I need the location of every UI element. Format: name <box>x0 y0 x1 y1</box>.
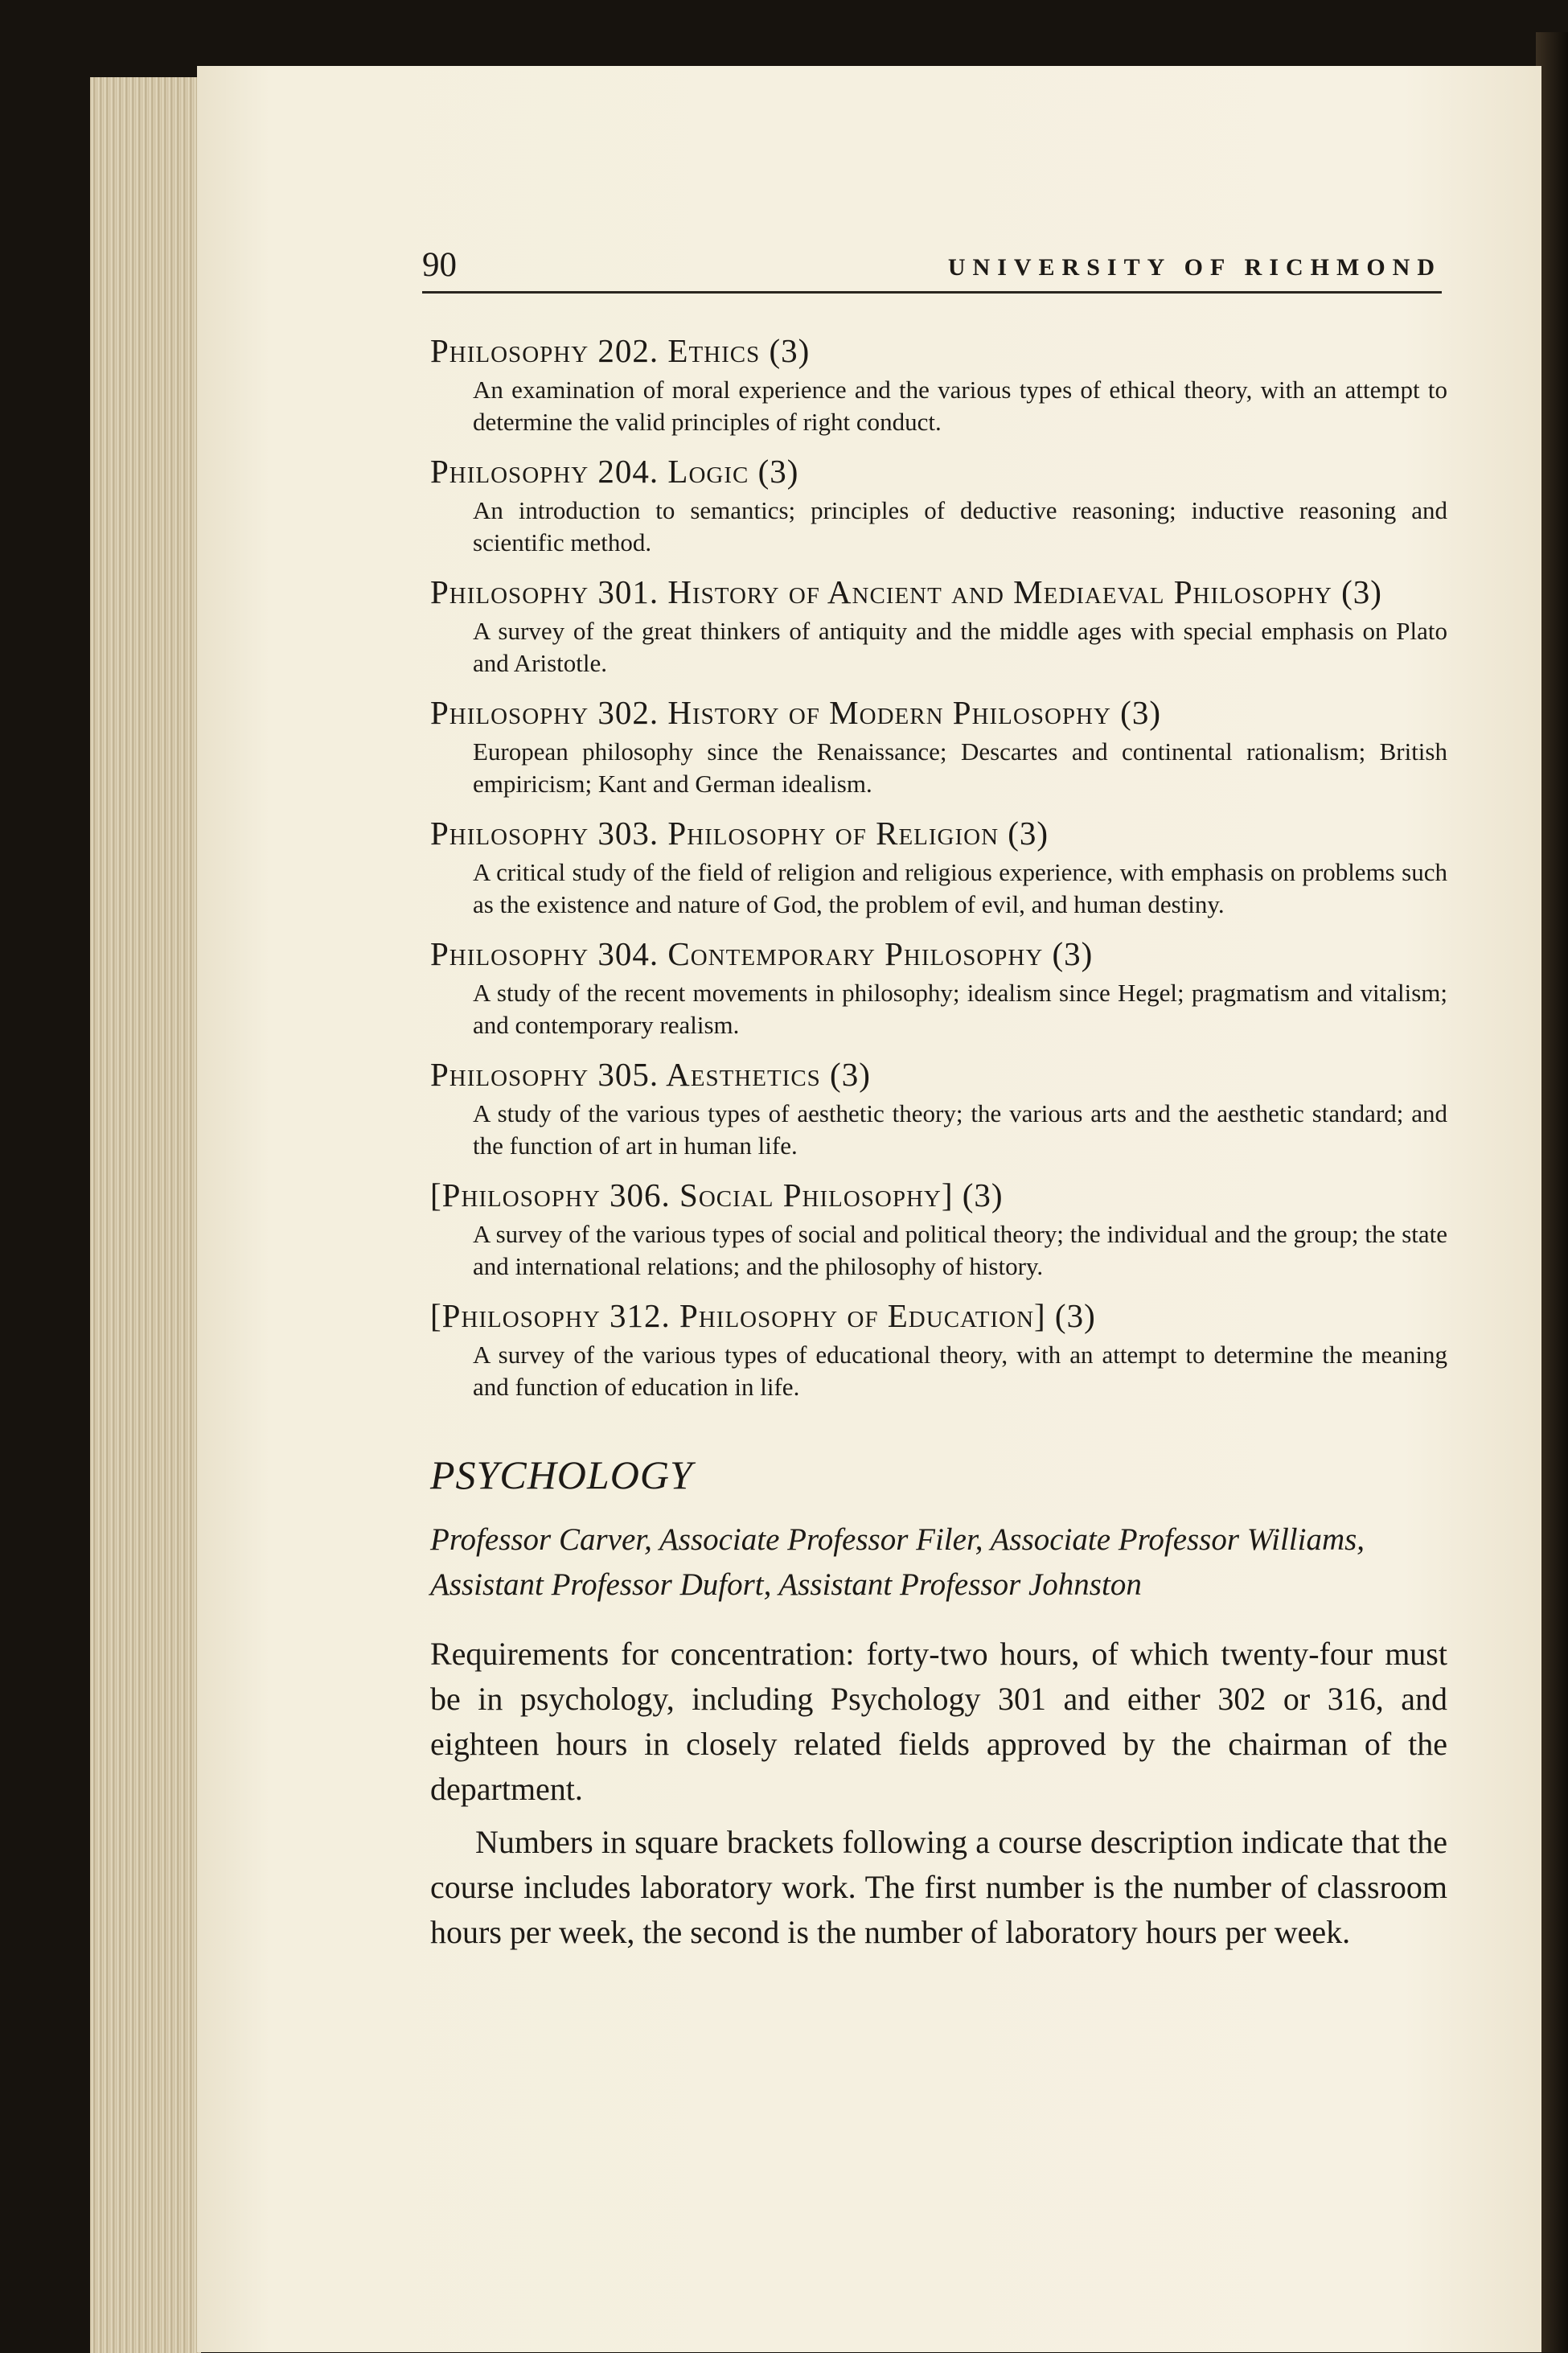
course-description: European philosophy since the Renaissance; Descartes and continental rationalism; British empiricism; Kant and German idealism. <box>473 737 1447 798</box>
running-head <box>422 243 1442 294</box>
course-description: A critical study of the field of religion and religious experience, with emphasis on problems such as the existence and nature of God, the problem of evil, and human destiny. <box>473 858 1447 918</box>
header-title: UNIVERSITY OF RICHMOND <box>947 254 1442 281</box>
course-description: A survey of the various types of social and political theory; the individual and the group; the state and international relations; and the philosophy of history. <box>473 1220 1447 1280</box>
course-description: A study of the recent movements in philosophy; idealism since Hegel; pragmatism and vitalism; and contemporary realism. <box>473 979 1447 1039</box>
course-entry <box>430 930 1447 1041</box>
course-title: [Philosophy 306. Social Philosophy] (3) <box>430 1176 1004 1213</box>
course-title: Philosophy 302. History of Modern Philosophy (3) <box>430 694 1161 731</box>
course-title: Philosophy 305. Aesthetics (3) <box>430 1056 871 1093</box>
course-entry <box>430 1172 1447 1283</box>
laboratory-note: Numbers in square brackets following a course description indicate that the course includes laboratory work. The first number is the number of classroom hours per week, the second is the number of laboratory hours per week. <box>430 1824 1447 1950</box>
course-entry <box>430 569 1447 680</box>
course-title: [Philosophy 312. Philosophy of Education] (3) <box>430 1297 1096 1334</box>
course-entry <box>430 1292 1447 1403</box>
course-description: An examination of moral experience and the various types of ethical theory, with an attempt to determine the valid principles of right conduct. <box>473 376 1447 436</box>
course-description: An introduction to semantics; principles of deductive reasoning; inductive reasoning and scientific method. <box>473 496 1447 556</box>
course-title: Philosophy 304. Contemporary Philosophy (3) <box>430 935 1094 972</box>
course-entry <box>430 810 1447 921</box>
course-title: Philosophy 204. Logic (3) <box>430 453 799 490</box>
course-entry <box>430 1051 1447 1162</box>
course-description: A survey of the various types of educational theory, with an attempt to determine the meaning and function of education in life. <box>473 1341 1447 1401</box>
book-page-edges <box>90 77 201 2353</box>
page-number: 90 <box>422 246 457 284</box>
course-entry <box>430 327 1447 438</box>
course-description: A study of the various types of aesthetic theory; the various arts and the aesthetic standard; and the function of art in human life. <box>473 1099 1447 1160</box>
page-content <box>430 327 1447 1963</box>
catalog-page <box>197 66 1541 2352</box>
course-title: Philosophy 301. History of Ancient and Mediaeval Philosophy (3) <box>430 573 1382 610</box>
course-description: A survey of the great thinkers of antiquity and the middle ages with special emphasis on Plato and Aristotle. <box>473 617 1447 677</box>
course-entry <box>430 689 1447 800</box>
course-title: Philosophy 303. Philosophy of Religion (3) <box>430 815 1049 852</box>
course-title: Philosophy 202. Ethics (3) <box>430 332 811 369</box>
section-heading-psychology: PSYCHOLOGY <box>430 1452 693 1497</box>
course-entry <box>430 448 1447 559</box>
concentration-requirements: Requirements for concentration: forty-two hours, of which twenty-four must be in psychology, including Psychology 301 and either 302 or 316, and eighteen hours in closely related fields approved by the chairman of the department. <box>430 1636 1447 1807</box>
faculty-list: Professor Carver, Associate Professor Filer, Associate Professor Williams, Assistant Professor Dufort, Assistant Professor Johnston <box>430 1522 1365 1602</box>
